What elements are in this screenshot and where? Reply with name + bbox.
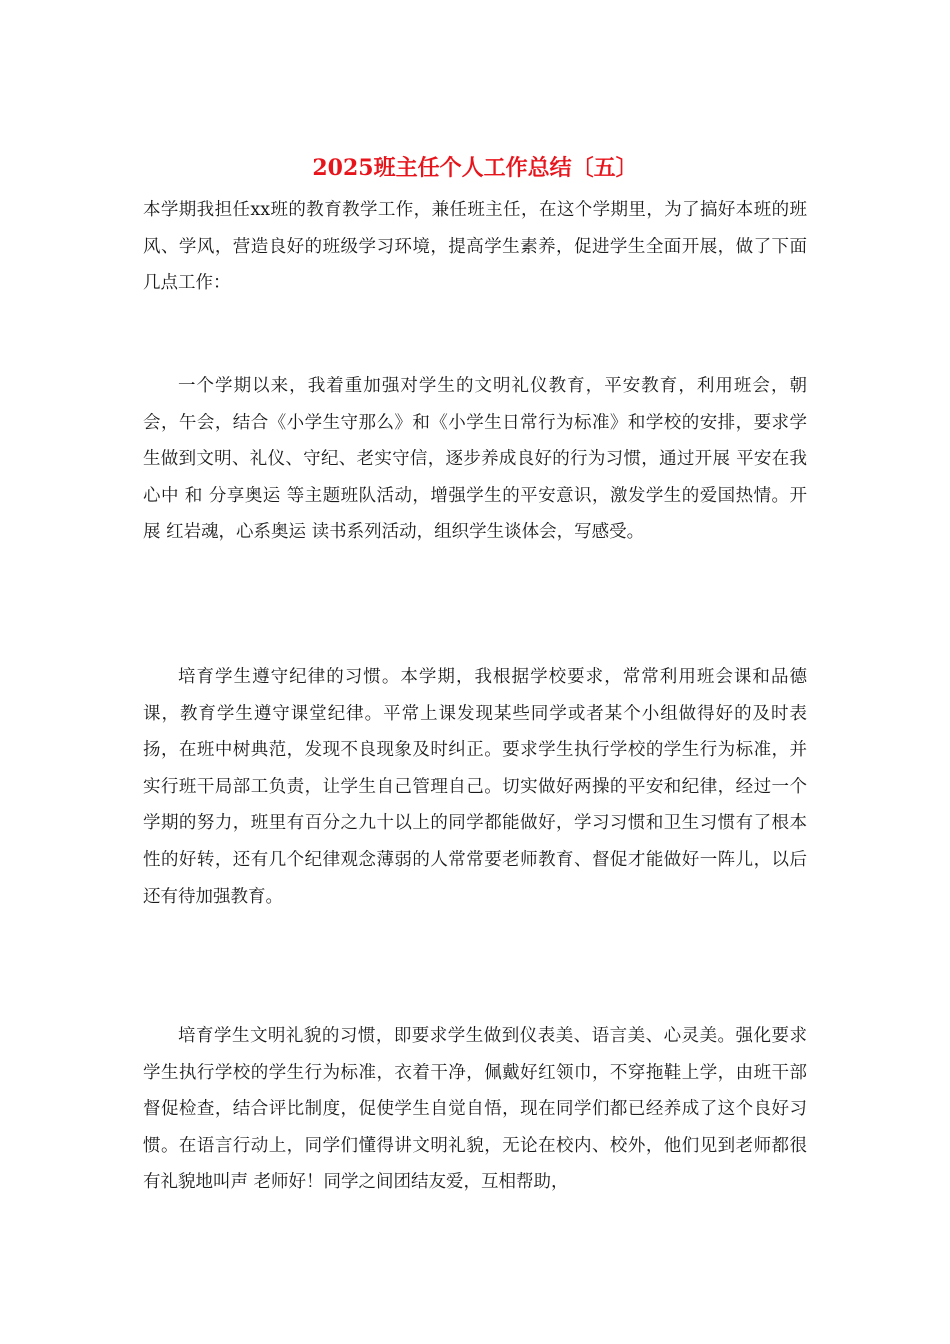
- manners-paragraph: 培育学生文明礼貌的习惯，即要求学生做到仪表美、语言美、心灵美。强化要求学生执行学校的学生行为标准，衣着干净，佩戴好红领巾，不穿拖鞋上学，由班干部督促检查，结合评比制度，促使学生自觉自悟，现在同学们都已经养成了这个良好习惯。在语言行动上，同学们懂得讲文明礼貌，无论在校内、校外，他们见到老师都很有礼貌地叫声 老师好！同学之间团结友爱，互相帮助，: [143, 1026, 807, 1193]
- intro-paragraph: 本学期我担任xx班的教育教学工作，兼任班主任，在这个学期里，为了搞好本班的班风、学风，营造良好的班级学习环境，提高学生素养，促进学生全面开展，做了下面几点工作：: [143, 200, 807, 294]
- discipline-paragraph: 培育学生遵守纪律的习惯。本学期，我根据学校要求，常常利用班会课和品德课，教育学生遵守课堂纪律。平常上课发现某些同学或者某个小组做得好的及时表扬，在班中树典范，发现不良现象及时纠正。要求学生执行学校的学生行为标准，并实行班干局部工负责，让学生自己管理自己。切实做好两操的平安和纪律，经过一个学期的努力，班里有百分之九十以上的同学都能做好，学习习惯和卫生习惯有了根本性的好转，还有几个纪律观念薄弱的人常常要老师教育、督促才能做好一阵儿，以后还有待加强教育。: [143, 667, 807, 907]
- etiquette-safety-paragraph: 一个学期以来，我着重加强对学生的文明礼仪教育，平安教育，利用班会，朝会，午会，结合《小学生守那么》和《小学生日常行为标准》和学校的安排，要求学生做到文明、礼仪、守纪、老实守信，逐步养成良好的行为习惯，通过开展 平安在我心中 和 分享奥运 等主题班队活动，增强学生的平安意识，激发学生的爱国热情。开展 红岩魂，心系奥运 读书系列活动，组织学生谈体会，写感受。: [143, 376, 807, 543]
- document-title: 2025班主任个人工作总结〔五〕: [312, 155, 638, 181]
